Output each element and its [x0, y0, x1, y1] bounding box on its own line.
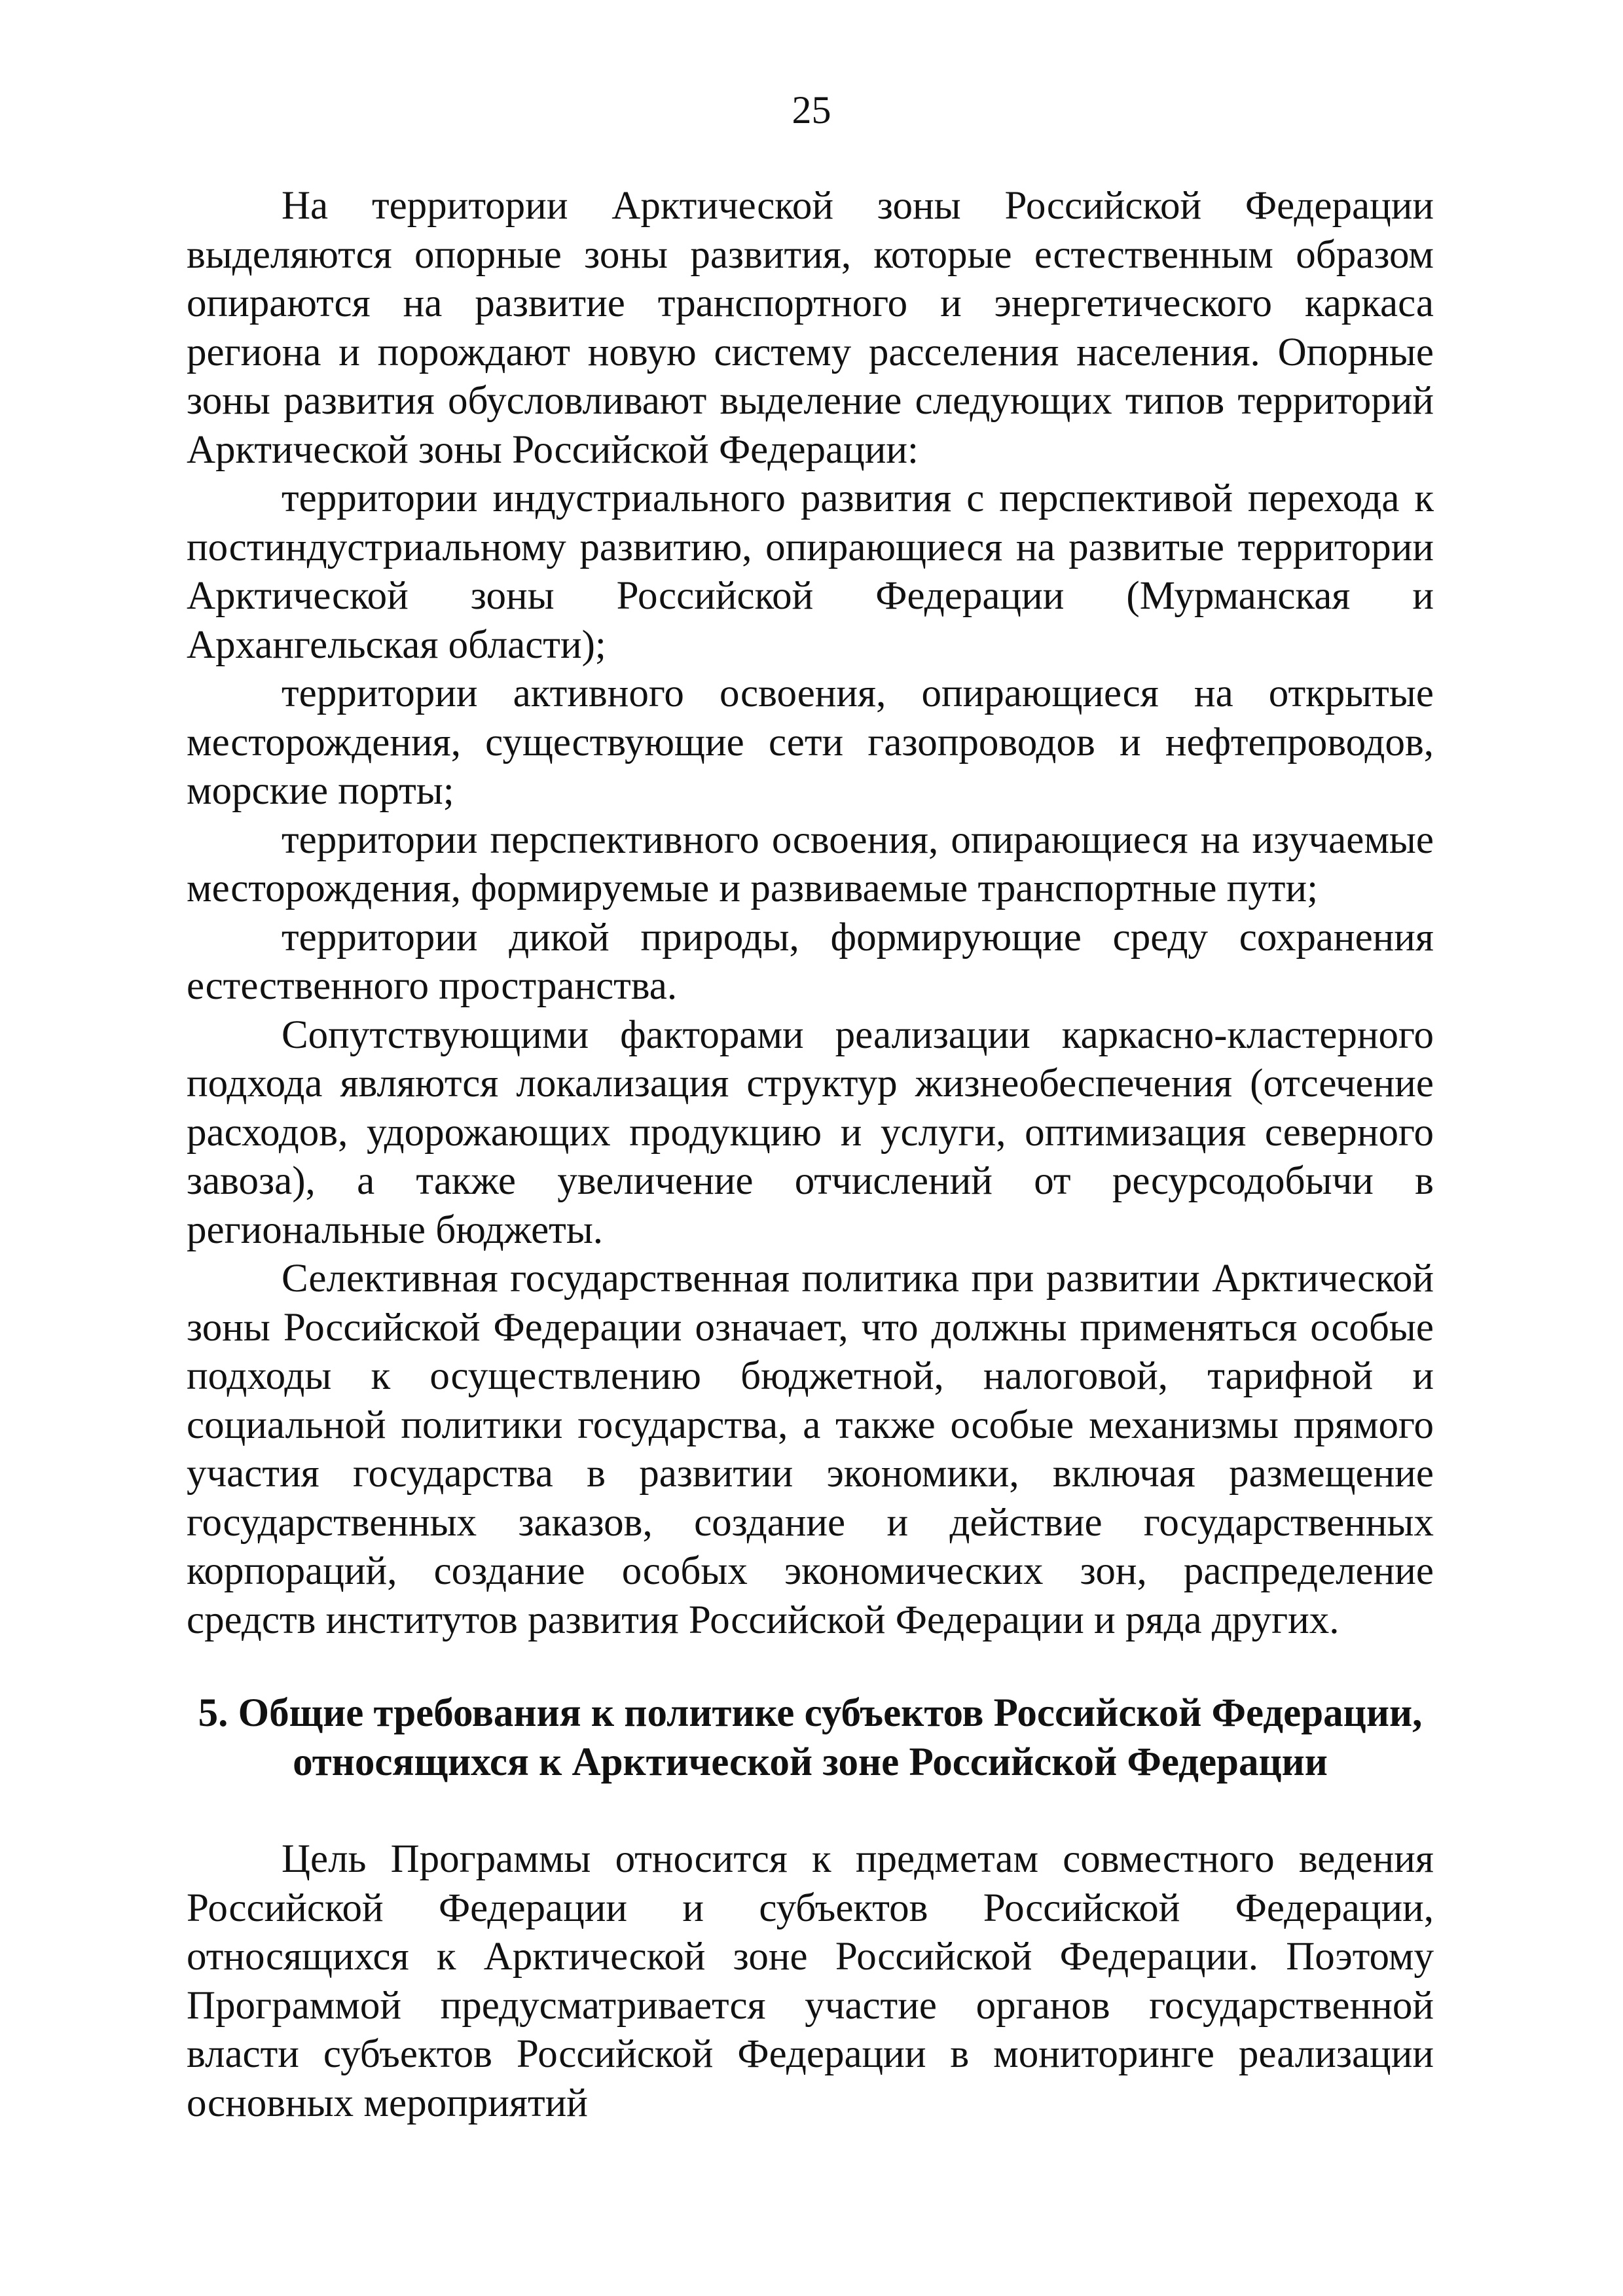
- section-heading-line: относящихся к Арктической зоне Российской Федерации: [293, 1740, 1328, 1784]
- section-heading-line: 5. Общие требования к политике субъектов Российской Федерации,: [198, 1691, 1423, 1735]
- paragraph: территории активного освоения, опирающиеся на открытые месторождения, существующие сети газопроводов и нефтепроводов, морские порты;: [187, 672, 1434, 813]
- section-heading: [187, 1645, 1434, 1835]
- paragraph: На территории Арктической зоны Российской Федерации выделяются опорные зоны развития, которые естественным образом опираются на развитие транспортного и энергетического каркаса региона и порождают новую систему расселения населения. Опорные зоны развития обусловливают выделение следующих типов территорий Арктической зоны Российской Федерации:: [187, 184, 1434, 472]
- paragraph: Цель Программы относится к предметам совместного ведения Российской Федерации и субъектов Российской Федерации, относящихся к Арктической зоне Российской Федерации. Поэтому Программой предусматривается участие органов государственной власти субъектов Российской Федерации в мониторинге реализации основных мероприятий: [187, 1837, 1434, 2125]
- paragraph: Селективная государственная политика при развитии Арктической зоны Российской Федерации означает, что должны применяться особые подходы к осуществлению бюджетной, налоговой, тарифной и социальной политики государства, а также особые механизмы прямого участия государства в развитии экономики, включая размещение государственных заказов, создание и действие государственных корпораций, создание особых экономических зон, распределение средств институтов развития Российской Федерации и ряда других.: [187, 1257, 1434, 1642]
- paragraph: территории перспективного освоения, опирающиеся на изучаемые месторождения, формируемые и развиваемые транспортные пути;: [187, 817, 1434, 910]
- paragraph: территории дикой природы, формирующие среду сохранения естественного пространства.: [187, 915, 1434, 1008]
- page-number: 25: [792, 88, 831, 132]
- paragraph: Сопутствующими факторами реализации каркасно-кластерного подхода являются локализация структур жизнеобеспечения (отсечение расходов, удорожающих продукцию и услуги, оптимизация северного завоза), а также увеличение отчислений от ресурсодобычи в региональные бюджеты.: [187, 1013, 1434, 1252]
- document-body: [187, 182, 1434, 2128]
- paragraph: территории индустриального развития с перспективой перехода к постиндустриальному развитию, опирающиеся на развитые территории Арктической зоны Российской Федерации (Мурманская и Архангельская области);: [187, 476, 1434, 667]
